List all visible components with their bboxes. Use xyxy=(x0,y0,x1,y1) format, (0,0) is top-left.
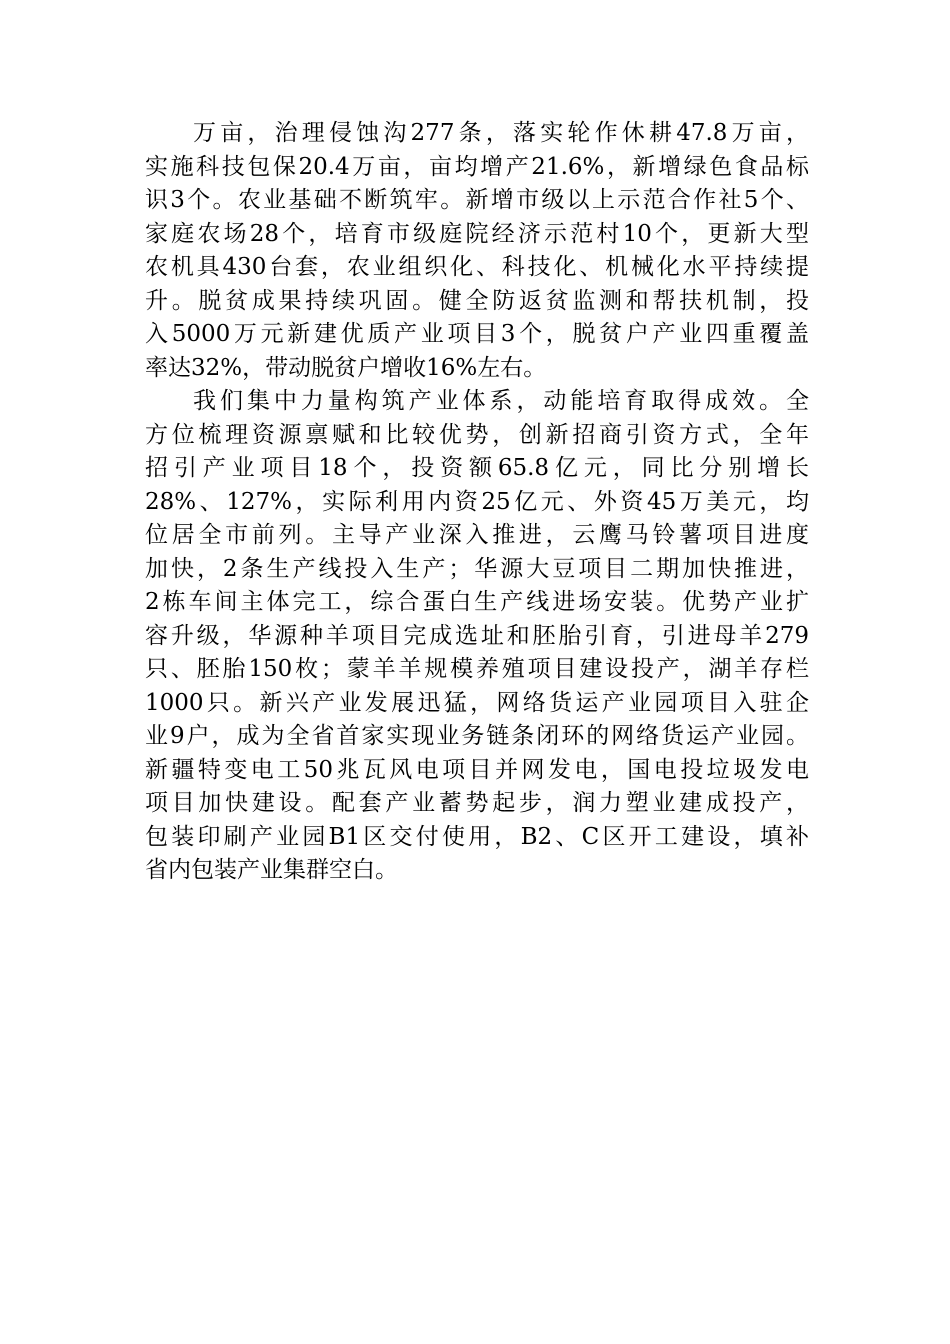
text-line: 新疆特变电工50兆瓦风电项目并网发电，国电投垃圾发电 xyxy=(145,756,809,783)
document-body xyxy=(145,117,809,888)
text-line: 28%、127%，实际利用内资25亿元、外资45万美元，均 xyxy=(145,488,809,515)
text-line: 省内包装产业集群空白。 xyxy=(145,857,398,883)
text-line: 2栋车间主体完工，综合蛋白生产线进场安装。优势产业扩 xyxy=(145,589,809,615)
text-line: 1000只。新兴产业发展迅猛，网络货运产业园项目入驻企 xyxy=(145,689,809,716)
paragraph-agriculture xyxy=(145,117,809,385)
text-line: 实施科技包保20.4万亩，亩均增产21.6%，新增绿色食品标 xyxy=(145,153,809,180)
text-line: 万亩，治理侵蚀沟277条，落实轮作休耕47.8万亩， xyxy=(193,120,809,146)
text-line: 招引产业项目18个，投资额65.8亿元，同比分别增长 xyxy=(145,455,809,481)
text-line: 容升级，华源种羊项目完成选址和胚胎引育，引进母羊279 xyxy=(145,622,809,649)
text-line: 我们集中力量构筑产业体系，动能培育取得成效。全 xyxy=(193,388,809,414)
text-line: 加快，2条生产线投入生产；华源大豆项目二期加快推进， xyxy=(145,555,809,582)
text-line: 入5000万元新建优质产业项目3个，脱贫户产业四重覆盖 xyxy=(145,321,809,347)
text-line: 农机具430台套，农业组织化、科技化、机械化水平持续提 xyxy=(145,254,809,280)
text-line: 升。脱贫成果持续巩固。健全防返贫监测和帮扶机制，投 xyxy=(145,287,809,314)
text-line: 率达32%，带动脱贫户增收16%左右。 xyxy=(145,354,547,381)
text-line: 位居全市前列。主导产业深入推进，云鹰马铃薯项目进度 xyxy=(145,522,809,548)
text-line: 包装印刷产业园B1区交付使用，B2、C区开工建设，填补 xyxy=(145,823,809,850)
text-line: 家庭农场28个，培育市级庭院经济示范村10个，更新大型 xyxy=(145,220,809,247)
text-line: 识3个。农业基础不断筑牢。新增市级以上示范合作社5个、 xyxy=(145,187,809,213)
text-line: 方位梳理资源禀赋和比较优势，创新招商引资方式，全年 xyxy=(145,421,809,448)
text-line: 项目加快建设。配套产业蓄势起步，润力塑业建成投产， xyxy=(145,790,809,816)
text-line: 业9户，成为全省首家实现业务链条闭环的网络货运产业园。 xyxy=(145,723,809,749)
text-line: 只、胚胎150枚；蒙羊羊规模养殖项目建设投产，湖羊存栏 xyxy=(145,656,809,682)
paragraph-industry xyxy=(145,385,809,888)
